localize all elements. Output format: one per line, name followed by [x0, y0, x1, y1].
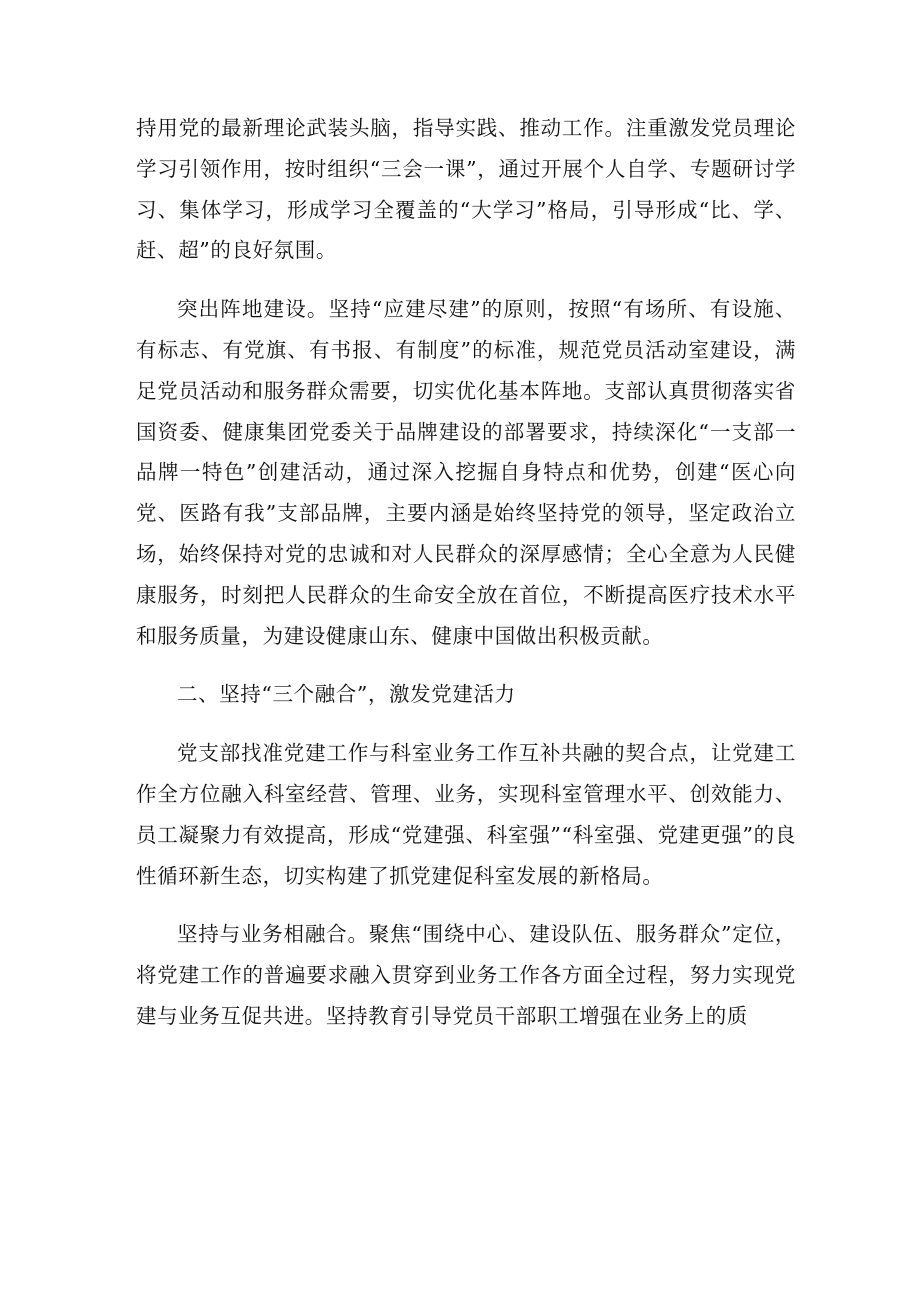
paragraph-party-business-integration: 党支部找准党建工作与科室业务工作互补共融的契合点，让党建工作全方位融入科室经营、管理、业务，实现科室管理水平、创效能力、员工凝聚力有效提高，形成“党建强、科室强”“科室强、党建更强”的良性循环新生态，切实构建了抓党建促科室发展的新格局。 — [136, 741, 797, 888]
paragraph-theory-study: 持用党的最新理论武装头脑，指导实践、推动工作。注重激发党员理论学习引领作用，按时组织“三会一课”，通过开展个人自学、专题研讨学习、集体学习，形成学习全覆盖的“大学习”格局，引导形成“比、学、赶、超”的良好氛围。 — [136, 116, 796, 263]
paragraph-position-building: 突出阵地建设。坚持“应建尽建”的原则，按照“有场所、有设施、有标志、有党旗、有书报、有制度”的标准，规范党员活动室建设，满足党员活动和服务群众需要，切实优化基本阵地。支部认真贯彻落实省国资委、健康集团党委关于品牌建设的部署要求，持续深化“一支部一品牌一特色”创建活动，通过深入挖掘自身特点和优势，创建“医心向党、医路有我”支部品牌，主要内涵是始终坚持党的领导，坚定政治立场，始终保持对党的忠诚和对人民群众的深厚感情；全心全意为人民健康服务，时刻把人民群众的生命安全放在首位，不断提高医疗技术水平和服务质量，为建设健康山东、健康中国做出积极贡献。 — [136, 297, 796, 648]
paragraph-business-integration: 坚持与业务相融合。聚焦“围绕中心、建设队伍、服务群众”定位，将党建工作的普遍要求融入贯穿到业务工作各方面全过程，努力实现党建与业务互促共进。坚持教育引导党员干部职工增强在业务上的质 — [136, 922, 796, 1028]
section-heading-three-integrations: 二、坚持“三个融合”，激发党建活力 — [177, 682, 516, 707]
document-body — [136, 108, 796, 1037]
